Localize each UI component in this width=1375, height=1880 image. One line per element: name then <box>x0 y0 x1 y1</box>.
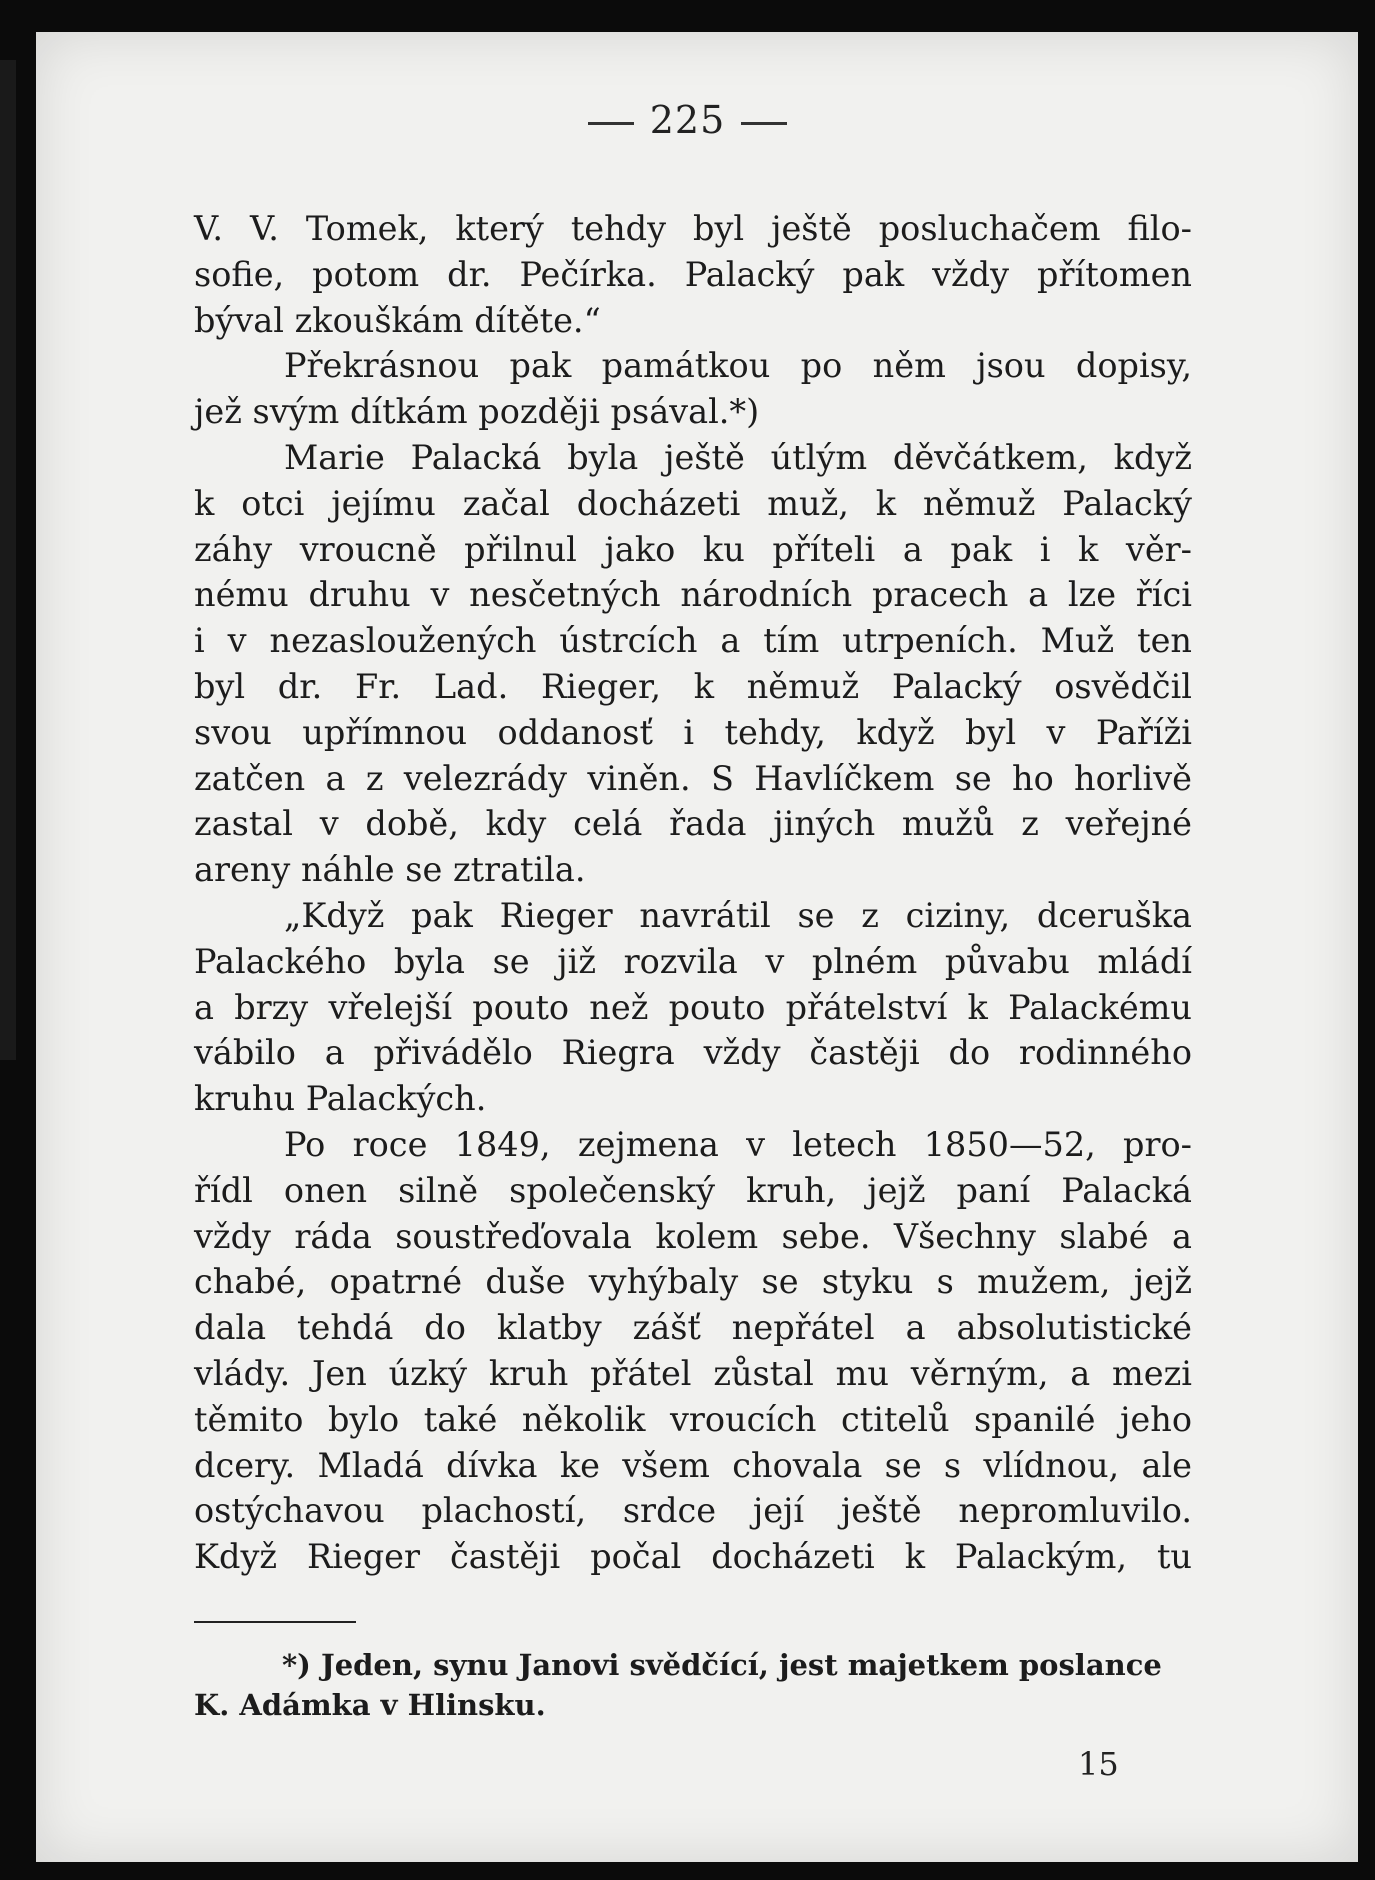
footnote <box>194 1645 1192 1725</box>
text-line: chabé, opatrné duše vyhýbaly se styku s mužem, jejž <box>194 1262 1192 1302</box>
text-line: Když Rieger častěji počal docházeti k Palackým, tu <box>194 1537 1192 1577</box>
page-number-dash-right <box>741 122 787 125</box>
text-line: vábilo a přivádělo Riegra vždy častěji do rodinného <box>194 1033 1192 1073</box>
text-line: nému druhu v nesčetných národních pracech a lze říci <box>194 575 1192 615</box>
text-line: vždy ráda soustřeďovala kolem sebe. Všechny slabé a <box>194 1216 1192 1256</box>
footnote-line: K. Adámka v Hlinsku. <box>194 1688 546 1722</box>
text-line: Překrásnou pak památkou po něm jsou dopisy, <box>284 346 1192 386</box>
footnote-line: *) Jeden, synu Janovi svědčící, jest majetkem poslance <box>282 1648 1162 1682</box>
text-line: svou upřímnou oddanosť i tehdy, když byl v Paříži <box>194 712 1192 752</box>
body-text <box>194 206 1192 1580</box>
binding-edge <box>0 60 16 1060</box>
text-line: vlády. Jen úzký kruh přátel zůstal mu věrným, a mezi <box>194 1353 1192 1393</box>
page-number <box>0 98 1375 142</box>
text-line: V. V. Tomek, který tehdy byl ještě posluchačem filo- <box>194 209 1192 248</box>
text-line: byl dr. Fr. Lad. Rieger, k němuž Palacký osvědčil <box>194 666 1192 706</box>
text-line: zastal v době, kdy celá řada jiných mužů z veřejné <box>194 804 1192 844</box>
text-line: Po roce 1849, zejmena v letech 1850—52, pro- <box>284 1124 1192 1164</box>
text-line: areny náhle se ztratila. <box>194 850 586 890</box>
text-line: záhy vroucně přilnul jako ku příteli a pak i k věr- <box>194 529 1192 569</box>
page-number-value: 225 <box>649 98 726 142</box>
signature-mark: 15 <box>1078 1745 1119 1783</box>
text-line: zatčen a z velezrády viněn. S Havlíčkem se ho horlivě <box>194 758 1192 798</box>
text-line: těmito bylo také několik vroucích ctitelů spanilé jeho <box>194 1399 1192 1439</box>
text-line: „Když pak Rieger navrátil se z ciziny, dceruška <box>284 895 1192 935</box>
text-line: dala tehdá do klatby zášť nepřátel a absolutistické <box>194 1308 1192 1348</box>
text-line: řídl onen silně společenský kruh, jejž paní Palacká <box>194 1170 1192 1210</box>
text-line: k otci jejímu začal docházeti muž, k němuž Palacký <box>194 483 1192 523</box>
text-line: býval zkouškám dítěte.“ <box>194 300 601 340</box>
text-line: ostýchavou plachostí, srdce její ještě nepromluvilo. <box>194 1491 1192 1531</box>
text-line: Palackého byla se již rozvila v plném půvabu mládí <box>194 941 1192 981</box>
text-line: Marie Palacká byla ještě útlým děvčátkem, když <box>284 437 1192 477</box>
page-number-dash-left <box>588 122 634 125</box>
text-line: a brzy vřelejší pouto než pouto přátelství k Palackému <box>194 987 1192 1027</box>
text-line: i v nezasloužených ústrcích a tím utrpeních. Muž ten <box>194 621 1192 661</box>
text-line: dcery. Mladá dívka ke všem chovala se s vlídnou, ale <box>194 1445 1192 1485</box>
footnote-rule <box>194 1621 356 1623</box>
text-line: kruhu Palackých. <box>194 1079 487 1119</box>
text-line: jež svým dítkám později psával.*) <box>194 392 760 432</box>
text-line: sofie, potom dr. Pečírka. Palacký pak vždy přítomen <box>194 254 1192 294</box>
